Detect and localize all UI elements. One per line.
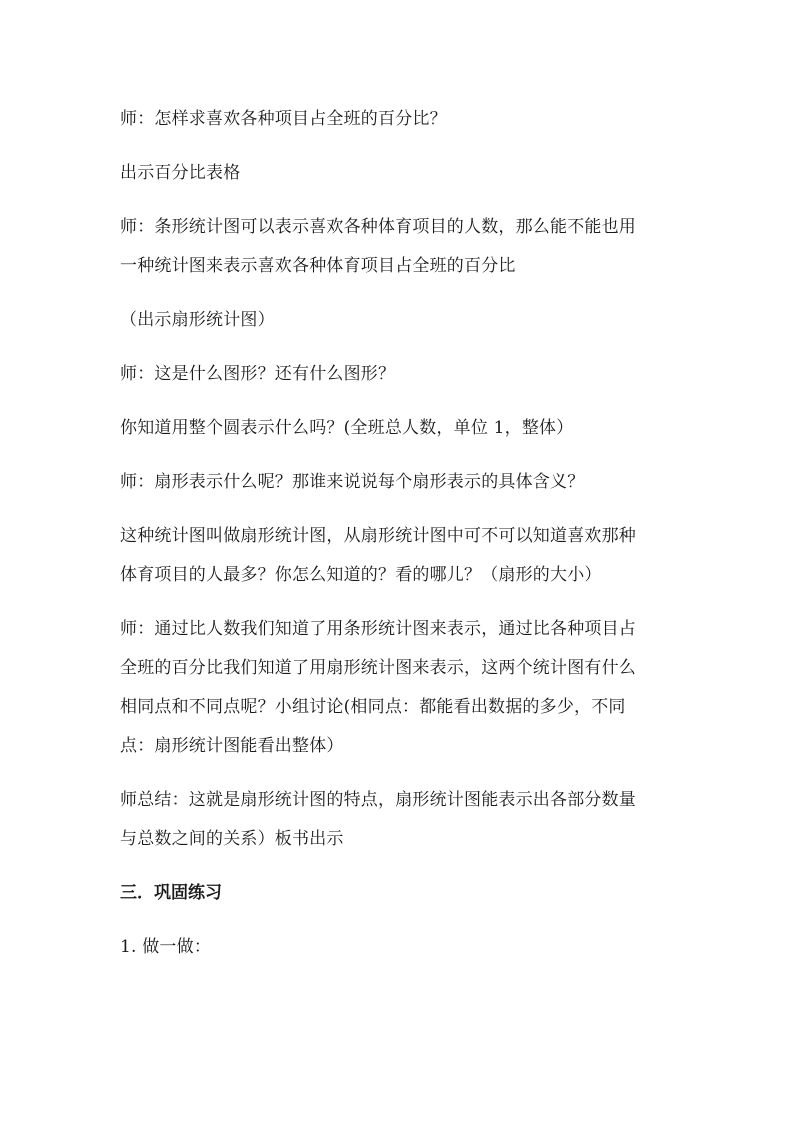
- paragraph-8: [120, 517, 686, 595]
- text-line: 师：这是什么图形？还有什么图形？: [120, 364, 396, 384]
- paragraph-3: [120, 208, 686, 286]
- text-line: 师：怎样求喜欢各种项目占全班的百分比？: [120, 109, 447, 129]
- paragraph-7: [120, 463, 686, 502]
- paragraph-9: [120, 610, 686, 766]
- paragraph-1: [120, 100, 686, 139]
- text-line: （出示扇形统计图）: [120, 310, 275, 330]
- exercise-item: 1. 做一做：: [120, 937, 212, 957]
- paragraph-10: [120, 781, 686, 859]
- paragraph-5: [120, 355, 686, 394]
- text-line: 出示百分比表格: [120, 163, 241, 183]
- section-heading: 三．巩固练习: [120, 883, 222, 903]
- text-line: 一种统计图来表示喜欢各种体育项目占全班的百分比: [120, 256, 516, 276]
- text-line: 与总数之间的关系）板书出示: [120, 829, 344, 849]
- text-line: 相同点和不同点呢？小组讨论(相同点：都能看出数据的多少，不同: [120, 697, 626, 717]
- text-line: 师：扇形表示什么呢？那谁来说说每个扇形表示的具体含义？: [120, 472, 585, 492]
- text-line: 体育项目的人最多？你怎么知道的？看的哪儿？（扇形的大小）: [120, 565, 602, 585]
- text-line: 点：扇形统计图能看出整体）: [120, 736, 344, 756]
- text-line: 这种统计图叫做扇形统计图，从扇形统计图中可不可以知道喜欢那种: [120, 526, 636, 546]
- text-line: 全班的百分比我们知道了用扇形统计图来表示，这两个统计图有什么: [120, 658, 636, 678]
- text-line: 师总结：这就是扇形统计图的特点，扇形统计图能表示出各部分数量: [120, 790, 636, 810]
- text-line: 师：条形统计图可以表示喜欢各种体育项目的人数，那么能不能也用: [120, 217, 636, 237]
- paragraph-2: [120, 154, 686, 193]
- text-line: 你知道用整个圆表示什么吗？(全班总人数，单位 1，整体）: [120, 418, 574, 438]
- text-line: 师：通过比人数我们知道了用条形统计图来表示，通过比各种项目占: [120, 619, 636, 639]
- paragraph-6: [120, 409, 686, 448]
- document-body: [120, 100, 686, 982]
- paragraph-4: [120, 301, 686, 340]
